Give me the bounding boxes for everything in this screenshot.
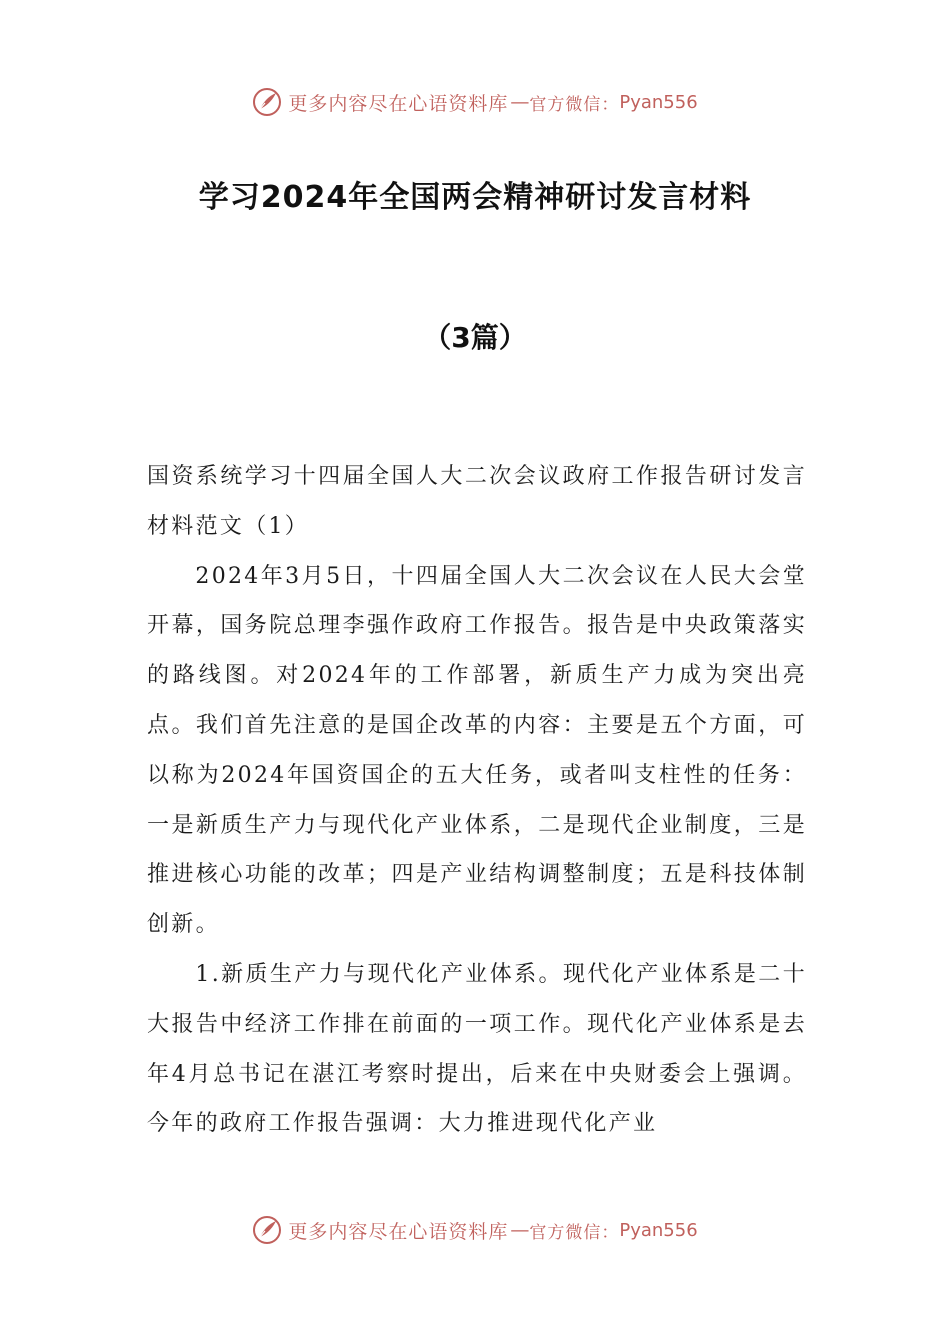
section-heading: 国资系统学习十四届全国人大二次会议政府工作报告研讨发言材料范文（1） <box>147 464 807 539</box>
header-watermark <box>0 84 950 120</box>
watermark-site-text: 更多内容尽在心语资料库 <box>288 92 509 115</box>
document-body <box>147 452 807 1149</box>
watermark-dash: — <box>510 91 528 113</box>
document-subtitle: （3篇） <box>423 321 527 354</box>
watermark-site-text: 更多内容尽在心语资料库 <box>288 1220 509 1243</box>
document-title: 学习2024年全国两会精神研讨发言材料 <box>198 180 752 215</box>
paragraph: 2024年3月5日，十四届全国人大二次会议在人民大会堂开幕，国务院总理李强作政府工作报告。报告是中央政策落实的路线图。对2024年的工作部署，新质生产力成为突出亮点。我们首先注意的是国企改革的内容：主要是五个方面，可以称为2024年国资国企的五大任务，或者叫支柱性的任务：一是新质生产力与现代化产业体系，二是现代企业制度，三是推进核心功能的改革；四是产业结构调整制度；五是科技体制创新。 <box>147 563 807 938</box>
paragraph: 1.新质生产力与现代化产业体系。现代化产业体系是二十大报告中经济工作排在前面的一项工作。现代化产业体系是去年4月总书记在湛江考察时提出，后来在中央财委会上强调。今年的政府工作报告强调：大力推进现代化产业 <box>147 961 807 1137</box>
watermark-dash: — <box>510 1219 528 1241</box>
quill-logo-icon <box>252 1215 282 1245</box>
watermark-label: 官方微信： <box>529 1222 620 1243</box>
watermark-handle: Pyan556 <box>619 1219 698 1241</box>
watermark-handle: Pyan556 <box>619 91 698 113</box>
watermark-label: 官方微信： <box>529 94 620 115</box>
quill-logo-icon <box>252 87 282 117</box>
footer-watermark <box>0 1212 950 1248</box>
